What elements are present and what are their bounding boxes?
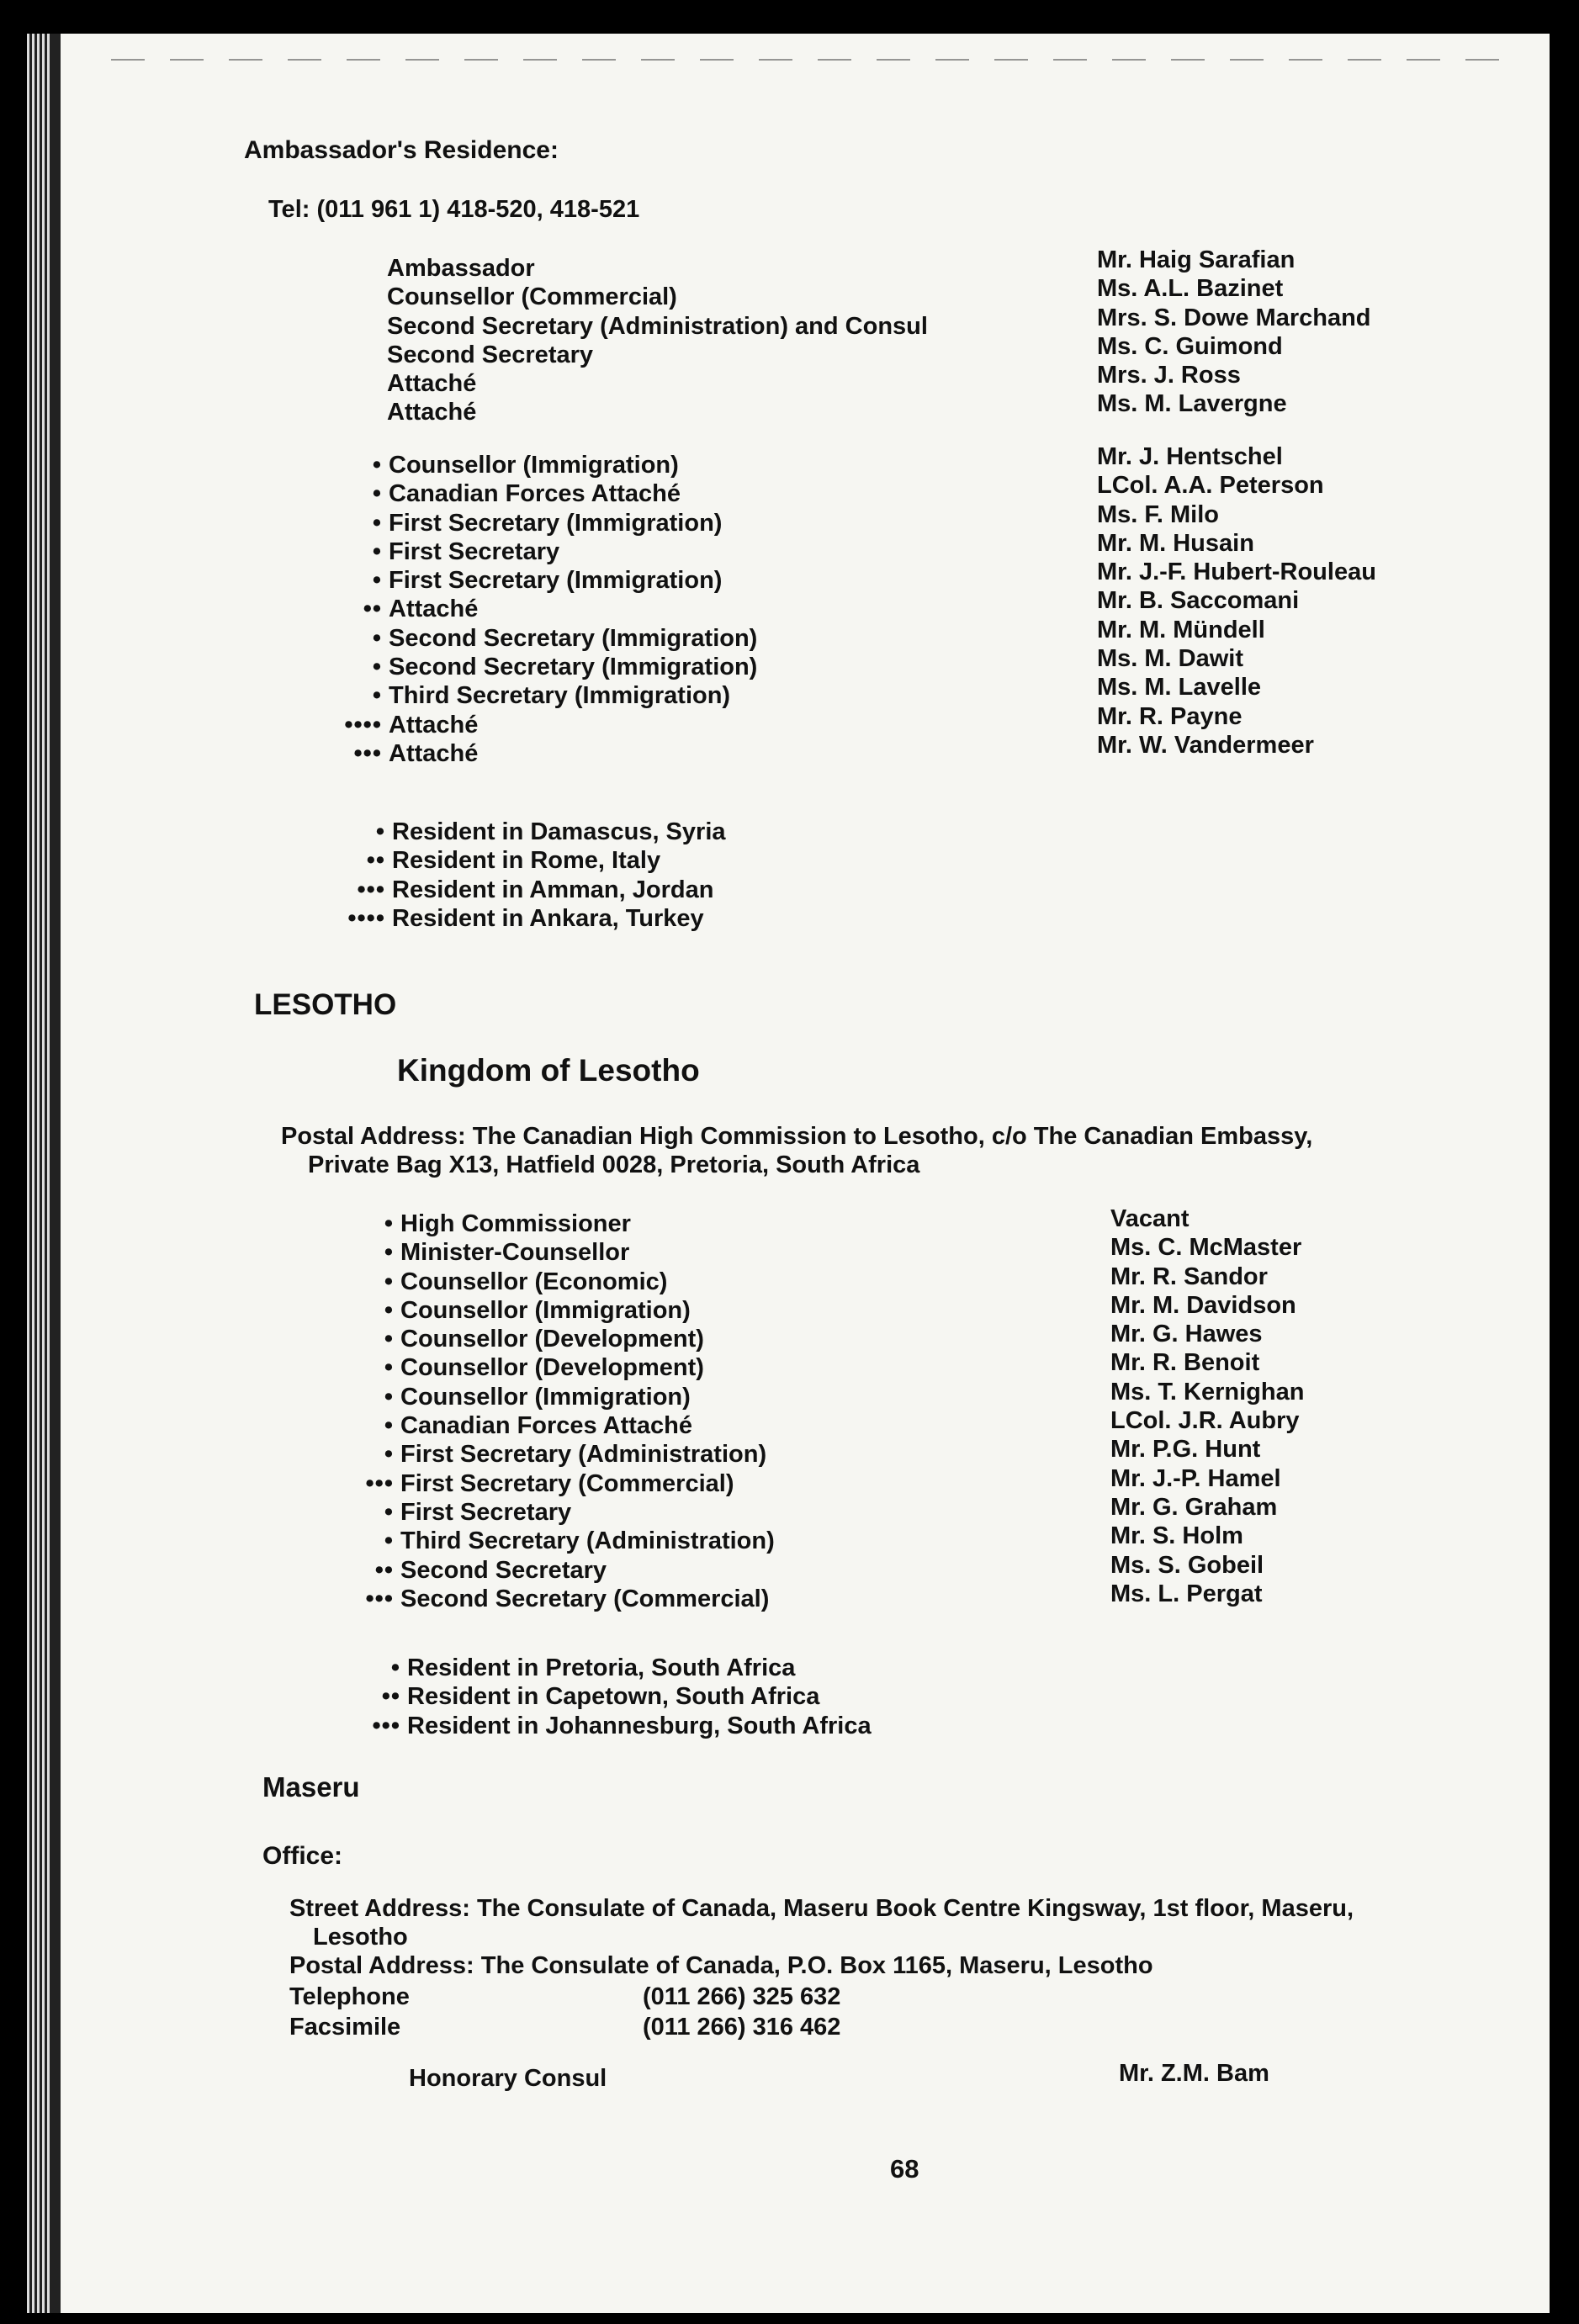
- staff-title-text: Counsellor (Commercial): [387, 283, 677, 311]
- maseru-postal-address: Postal Address: The Consulate of Canada, P.O. Box 1165, Maseru, Lesotho: [289, 1952, 1153, 1979]
- staff-title-text: Third Secretary (Immigration): [389, 682, 731, 710]
- staff-name: Mr. R. Benoit: [1110, 1349, 1260, 1377]
- staff-name: Vacant: [1110, 1205, 1190, 1232]
- residence-notes-2: [372, 1654, 872, 1740]
- footnote-marker: •: [372, 567, 382, 595]
- street-address-line-2: Lesotho: [313, 1924, 408, 1951]
- staff-title: [353, 739, 757, 768]
- postal-address-line-1: Postal Address: The Canadian High Commission to Lesotho, c/o The Canadian Embassy,: [281, 1123, 1313, 1150]
- contact-block: [289, 1982, 840, 2042]
- staff-title-text: Counsellor (Immigration): [400, 1296, 691, 1324]
- residence-notes-1: [347, 818, 726, 933]
- staff-title: [372, 566, 757, 595]
- residence-note-text: Resident in Ankara, Turkey: [392, 904, 704, 932]
- staff-title-text: First Secretary: [389, 537, 560, 565]
- page-top-rule: [111, 59, 1499, 61]
- staff-title: [384, 1210, 775, 1238]
- footnote-marker: •: [372, 509, 382, 537]
- staff-title-text: Third Secretary (Administration): [400, 1527, 775, 1555]
- honorary-consul-name: Mr. Z.M. Bam: [1119, 2060, 1269, 2087]
- staff-title: [374, 1556, 775, 1585]
- staff-name: Mr. R. Sandor: [1110, 1263, 1268, 1290]
- footnote-marker: •: [390, 1654, 400, 1681]
- residence-note-text: Resident in Johannesburg, South Africa: [407, 1712, 872, 1739]
- staff-title: [372, 653, 758, 681]
- staff-name: Mr. M. Mündell: [1097, 616, 1265, 643]
- staff-name: Mr. J.-F. Hubert-Rouleau: [1097, 559, 1376, 586]
- footnote-marker: •: [384, 1412, 394, 1440]
- staff-title-text: Second Secretary (Immigration): [389, 654, 758, 681]
- staff-title-text: Second Secretary (Administration) and Consul: [387, 312, 928, 340]
- staff-title-text: Counsellor (Development): [400, 1326, 704, 1353]
- staff-title-text: Attaché: [389, 739, 479, 767]
- staff-title: [384, 1383, 775, 1411]
- staff-name: Ms. C. Guimond: [1097, 332, 1283, 360]
- staff-title-text: Canadian Forces Attaché: [389, 480, 681, 508]
- staff-name: Mr. R. Payne: [1097, 702, 1243, 730]
- facsimile-value: (011 266) 316 462: [643, 2014, 841, 2041]
- staff-name: Ms. A.L. Bazinet: [1097, 275, 1284, 303]
- residence-note-text: Resident in Capetown, South Africa: [407, 1683, 820, 1711]
- residence-note-text: Resident in Pretoria, South Africa: [407, 1654, 796, 1681]
- staff-title: [384, 1440, 775, 1469]
- footnote-marker: •••: [372, 1712, 400, 1739]
- staff-name: Mr. B. Saccomani: [1097, 587, 1300, 615]
- staff-title-text: Canadian Forces Attaché: [400, 1412, 693, 1440]
- facsimile-label: Facsimile: [289, 2014, 401, 2041]
- staff-title-text: First Secretary (Immigration): [389, 567, 723, 595]
- staff-name: LCol. J.R. Aubry: [1110, 1407, 1300, 1435]
- staff-title: [372, 537, 757, 566]
- staff-title: [372, 681, 757, 710]
- staff-title: [387, 369, 928, 398]
- footnote-marker: •••: [365, 1585, 394, 1612]
- staff-title-text: Second Secretary (Commercial): [400, 1585, 770, 1612]
- staff-title-text: Attaché: [389, 596, 479, 623]
- staff-title: [384, 1527, 775, 1555]
- staff-title: [387, 341, 928, 369]
- footnote-marker: •: [372, 682, 382, 710]
- staff-title: [363, 595, 757, 623]
- footnote-marker: ••: [381, 1683, 400, 1711]
- staff-name: Ms. M. Lavergne: [1097, 390, 1287, 418]
- staff-title: [384, 1238, 775, 1267]
- footnote-marker: •: [384, 1354, 394, 1382]
- footnote-marker: •: [384, 1268, 394, 1295]
- staff-title-text: High Commissioner: [400, 1210, 631, 1237]
- staff-name: Ms. C. McMaster: [1110, 1234, 1302, 1262]
- footnote-marker: ••: [366, 847, 385, 875]
- staff-title-text: Second Secretary: [387, 341, 594, 368]
- staff-name: Mr. W. Vandermeer: [1097, 731, 1314, 759]
- staff-title: [384, 1498, 775, 1527]
- staff-title-text: Counsellor (Economic): [400, 1268, 668, 1295]
- honorary-consul-title: Honorary Consul: [409, 2065, 607, 2092]
- footnote-marker: •: [375, 818, 385, 845]
- footnote-marker: ••••: [347, 904, 385, 932]
- residence-note: [390, 1654, 872, 1682]
- staff-titles-group-2: [344, 451, 758, 768]
- staff-title: [387, 283, 928, 311]
- footnote-marker: •: [384, 1441, 394, 1469]
- staff-title: [384, 1353, 775, 1382]
- footnote-marker: ••: [363, 596, 382, 623]
- staff-title: [384, 1296, 775, 1325]
- staff-name: Mr. Haig Sarafian: [1097, 246, 1296, 273]
- staff-name: Mr. M. Husain: [1097, 529, 1254, 557]
- staff-titles-group-1: [387, 254, 928, 427]
- staff-title-text: First Secretary (Administration): [400, 1441, 767, 1469]
- footnote-marker: •: [384, 1210, 394, 1237]
- staff-name: Mrs. S. Dowe Marchand: [1097, 304, 1371, 331]
- staff-title-text: Minister-Counsellor: [400, 1239, 630, 1267]
- city-heading: Maseru: [262, 1771, 360, 1803]
- staff-name: Ms. S. Gobeil: [1110, 1551, 1264, 1579]
- staff-name: Mr. M. Davidson: [1110, 1291, 1296, 1319]
- staff-title-text: Ambassador: [387, 255, 535, 282]
- staff-name: Mr. G. Graham: [1110, 1493, 1278, 1521]
- staff-title: [384, 1325, 775, 1353]
- staff-title-text: Attaché: [387, 399, 477, 426]
- staff-title: [372, 624, 758, 653]
- street-address-line-1: Street Address: The Consulate of Canada, Maseru Book Centre Kingsway, 1st floor, Maseru,: [289, 1895, 1354, 1922]
- footnote-marker: •••: [365, 1469, 394, 1497]
- footnote-marker: •: [384, 1296, 394, 1324]
- staff-name: Mr. S. Holm: [1110, 1522, 1243, 1550]
- staff-title-text: First Secretary (Immigration): [389, 509, 723, 537]
- staff-title-text: Attaché: [389, 711, 479, 738]
- document-page: [52, 34, 1550, 2313]
- staff-name: Ms. M. Lavelle: [1097, 674, 1262, 701]
- staff-title-text: First Secretary: [400, 1498, 572, 1526]
- staff-name: Mr. J. Hentschel: [1097, 443, 1283, 470]
- residence-tel: Tel: (011 961 1) 418-520, 418-521: [268, 196, 640, 223]
- residence-note: [381, 1682, 872, 1711]
- staff-title: [344, 711, 757, 739]
- staff-title: [387, 254, 928, 283]
- staff-names-group-1: [1097, 246, 1371, 419]
- footnote-marker: ••: [374, 1556, 394, 1584]
- staff-title: [365, 1585, 775, 1613]
- staff-title: [384, 1268, 775, 1296]
- staff-name: Ms. L. Pergat: [1110, 1580, 1263, 1607]
- footnote-marker: •: [372, 452, 382, 479]
- footnote-marker: •: [384, 1498, 394, 1526]
- footnote-marker: •: [372, 624, 382, 652]
- staff-title-text: Counsellor (Immigration): [400, 1383, 691, 1411]
- telephone-label: Telephone: [289, 1983, 410, 2010]
- residence-note-text: Resident in Rome, Italy: [392, 847, 661, 875]
- residence-note: [347, 904, 726, 933]
- staff-title: [372, 451, 757, 479]
- staff-name: Mr. G. Hawes: [1110, 1321, 1263, 1348]
- page-edge-stack: [27, 34, 52, 2313]
- residence-note: [372, 1712, 872, 1740]
- kingdom-heading: Kingdom of Lesotho: [397, 1053, 700, 1088]
- staff-title-text: Second Secretary (Immigration): [389, 624, 758, 652]
- footnote-marker: •: [384, 1326, 394, 1353]
- footnote-marker: •: [372, 537, 382, 565]
- staff-title: [365, 1469, 775, 1498]
- staff-title: [372, 509, 757, 537]
- staff-name: Mrs. J. Ross: [1097, 362, 1241, 389]
- residence-note: [357, 876, 726, 904]
- country-heading: LESOTHO: [254, 988, 397, 1021]
- staff-title: [372, 479, 757, 508]
- staff-name: Mr. P.G. Hunt: [1110, 1436, 1261, 1464]
- staff-names-group-3: [1110, 1204, 1304, 1608]
- staff-title-text: Counsellor (Immigration): [389, 452, 679, 479]
- staff-title: [387, 312, 928, 341]
- telephone-value: (011 266) 325 632: [643, 1983, 841, 2010]
- footnote-marker: •: [372, 654, 382, 681]
- staff-name: Mr. J.-P. Hamel: [1110, 1464, 1281, 1492]
- staff-name: LCol. A.A. Peterson: [1097, 472, 1324, 500]
- footnote-marker: •: [384, 1383, 394, 1411]
- residence-note: [375, 818, 726, 846]
- residence-note-text: Resident in Damascus, Syria: [392, 818, 726, 845]
- staff-titles-group-3: [365, 1210, 775, 1613]
- staff-name: Ms. F. Milo: [1097, 500, 1219, 528]
- footnote-marker: •: [372, 480, 382, 508]
- footnote-marker: •: [384, 1527, 394, 1555]
- residence-note: [366, 846, 726, 875]
- staff-title-text: First Secretary (Commercial): [400, 1469, 734, 1497]
- footnote-marker: •••: [357, 876, 385, 903]
- staff-names-group-2: [1097, 442, 1376, 760]
- staff-name: Ms. M. Dawit: [1097, 645, 1244, 673]
- footnote-marker: •: [384, 1239, 394, 1267]
- footnote-marker: •••: [353, 739, 382, 767]
- staff-title-text: Counsellor (Development): [400, 1354, 704, 1382]
- footnote-marker: ••••: [344, 711, 382, 738]
- office-heading: Office:: [262, 1842, 343, 1870]
- postal-address-line-2: Private Bag X13, Hatfield 0028, Pretoria, South Africa: [308, 1151, 920, 1178]
- residence-heading: Ambassador's Residence:: [244, 136, 559, 164]
- staff-title: [384, 1411, 775, 1440]
- residence-note-text: Resident in Amman, Jordan: [392, 876, 714, 903]
- staff-title-text: Second Secretary: [400, 1556, 607, 1584]
- page-number: 68: [890, 2154, 919, 2184]
- staff-name: Ms. T. Kernighan: [1110, 1378, 1305, 1406]
- staff-title-text: Attaché: [387, 370, 477, 398]
- staff-title: [387, 398, 928, 426]
